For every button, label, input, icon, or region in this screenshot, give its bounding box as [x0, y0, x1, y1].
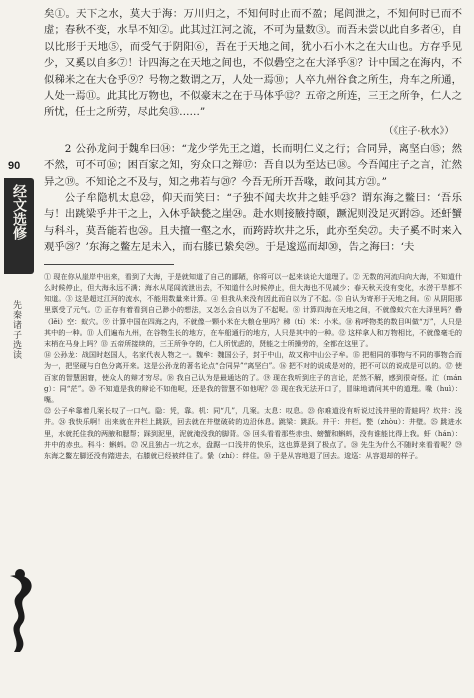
page-number: 90 [8, 160, 21, 172]
footnote-block: ① 现在你从崖岸中出来，看到了大海，于是就知道了自己的鄙陋，你将可以一起来谈论大道理了。② 无数的河流归向大海，不知道什么时候停止，但大海永远不满；海水从尾闾流泄出去，不知道什么时候停止，但大海也不见减少；春天秋天没有变化，水涝干旱都不知道。③ 这是超过江河的流水，不能用数量来计算。④ 但我从来没有因此而自以为了不起。⑤ 自认为寄形于天地之间。⑥ 从阴阳那里禀受了元气。⑦ 正存有着看到自己渺小的想法，又怎么会自以为了不起呢。⑧ 计算四海在天地之间，不就像蚁穴在大泽里吗？礨（lěi）空：蚁穴。⑨ 计算中国在四海之内，不就像一颗小米在大粮仓里吗？稊（tí）米：小米。⑩ 称呼物类的数目叫做“万”，人只是其中的一种。⑪ 人们遍布九州，在谷物生长的地方，在车船通行的地方，人只是其中的一种。⑫ 这样拿人和万物相比，不就像毫毛的末梢在马身上吗？⑬ 五帝所接续的，三王所争夺的，仁人所忧虑的，贤能之士所操劳的，全都在这里了。 [44, 271, 462, 348]
side-caption: 先秦诸子选读 [11, 300, 21, 360]
paragraph-1: 矣①。天下之水，莫大于海：万川归之，不知何时止而不盈；尾闾泄之，不知何时已而不虚；春秋不变，水旱不知②。此其过江河之流，不可为量数③。而吾未尝以此自多者④，自以比形于天地⑤，而受气于阴阳⑥，吾在于天地之间，犹小石小木之在大山也。方存乎见少，又奚以自多⑦！计四海之在天地之间也，不似礨空之在大泽乎⑧？计中国之在海内，不似稊米之在大仓乎⑨？号物之数谓之万，人处一焉⑩；人卒九州谷食之所生，舟车之所通，人处一焉⑪。此其比万物也，不似豪末之在于马体乎⑫？五帝之所连，三王之所争，仁人之所忧，任士之所劳，尽此矣⑬……” [44, 8, 462, 119]
left-margin [0, 0, 38, 698]
footnote-block: ㉒ 公子牟靠着几案长叹了一口气。隐：凭，靠。机：同“几”，几案。太息：叹息。㉓ 你难道没有听说过浅井里的青蛙吗？坎井：浅井。㉔ 我快乐啊！出来就在井栏上跳跃，回去就在井壁破砖的边沿休息。跳梁：跳跃。井干：井栏。甃（zhòu）：井壁。㉕ 跳进水里，水就托住我的两腋和腮帮；踩到泥里，泥就淹没我的脚背。㉖ 回头看看那些赤虫、螃蟹和蝌蚪，没有谁能比得上我。虷（hán）：井中的赤虫。科斗：蝌蚪。㉗ 况且独占一坑之水，盘踞一口浅井的快乐，这也算是到了极点了。㉘ 先生为什么不随时来看看呢？㉙ 东海之鳖左脚还没有踏进去，右膝就已经被绊住了。絷（zhí）：绊住。㉚ 于是从容地退了回去。逡巡：从容退却的样子。 [44, 406, 462, 460]
paragraph-number: 2 [64, 142, 72, 155]
paragraph-2-text: 公孙龙问于魏牟曰⑭：“龙少学先王之道，长而明仁义之行；合同异，离坚白⑮；然不然，可不可⑯；困百家之知，穷众口之辩⑰：吾自以为至达已⑱。今吾闻庄子之言，汒然异之⑲。不知论之不及与，知之弗若与⑳？今吾无所开吾喙，敢问其方㉑。” [44, 142, 462, 188]
source-citation: （《庄子·秋水》） [383, 125, 454, 137]
brush-figure-icon [0, 566, 44, 658]
main-text [44, 6, 462, 461]
series-tab-label: 经文选修 [11, 184, 27, 240]
series-tab [4, 178, 34, 274]
footnotes [44, 271, 462, 461]
paragraph-2 [44, 141, 462, 190]
footnote-block: ⑭ 公孙龙：战国时赵国人，名家代表人物之一。魏牟：魏国公子，封于中山，故又称中山公子牟。⑮ 把相同的事物与不同的事物合而为一，把坚硬与白色分离开来。这是公孙龙的著名论点“合同异”“离坚白”。⑯ 把不对的说成是对的，把不可以的说成是可以的。⑰ 使百家的智慧困窘，使众人的辩才穷尽。⑱ 我自己认为是最通达的了。⑲ 现在我听到庄子的言论，茫然不解，感到很奇怪。汒（máng）：同“茫”。⑳ 不知道是我的辩论不如他呢，还是我的智慧不如他呢？㉑ 现在我无法开口了，冒昧地请问其中的道理。喙（huì）：嘴。 [44, 350, 462, 404]
footnote-divider [44, 264, 174, 265]
paragraph-3: 公子牟隐机太息㉒，仰天而笑曰：“子独不闻夫坎井之蛙乎㉓？谓东海之鳖曰：‘吾乐与！出跳梁乎井干之上，入休乎缺甃之崖㉔。赴水则接腋持颐，蹶泥则没足灭跗㉕。还虷蟹与科斗，莫吾能若也㉖。且夫擅一壑之水，而跨跱坎井之乐，此亦至矣㉗。夫子奚不时来入观乎㉘？’东海之鳖左足未入，而右膝已絷矣㉙。于是逡巡而却㉚，告之海曰：‘夫 [44, 192, 462, 254]
